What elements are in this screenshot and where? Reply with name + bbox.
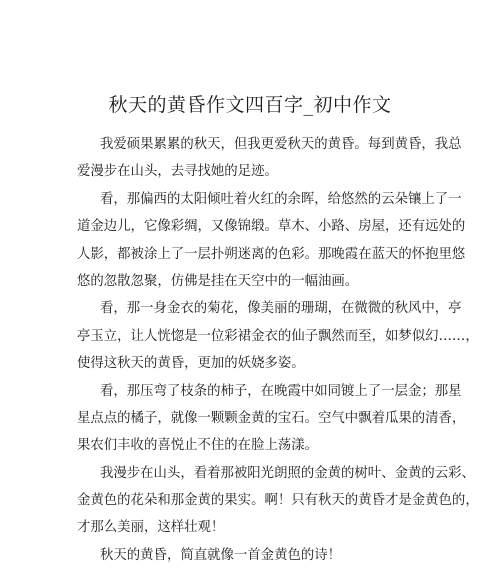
paragraph-line: 使得这秋天的黄昏，更加的妖娆多姿。 xyxy=(77,356,305,372)
paragraph-line: 秋天的黄昏，简直就像一首金黄色的诗！ xyxy=(100,547,342,563)
paragraph-1 xyxy=(77,131,462,186)
paragraph-line: 悠的忽散忽聚，仿佛是挂在天空中的一幅油画。 xyxy=(77,273,359,289)
paragraph-line: 看，那偏西的太阳倾吐着火红的余晖，给悠然的云朵镶上了一 xyxy=(100,191,462,207)
paragraph-line: 人影，都被涂上了一层扑朔迷离的色彩。那晚霞在蓝天的怀抱里悠 xyxy=(77,246,466,262)
paragraph-line: 看，那压弯了枝条的柿子，在晚霞中如同镀上了一层金；那星 xyxy=(100,383,462,399)
paragraph-line: 我爱硕果累累的秋天，但我更爱秋天的黄昏。每到黄昏，我总 xyxy=(100,137,462,152)
document-title: 秋天的黄昏作文四百字_初中作文 xyxy=(108,94,392,116)
paragraph-line: 才那么美丽，这样壮观！ xyxy=(77,520,225,536)
paragraph-line: 道金边儿，它像彩绸，又像锦缎。草木、小路、房屋，还有远处的 xyxy=(77,219,466,235)
document-body xyxy=(77,131,479,569)
paragraph-3 xyxy=(77,295,479,377)
paragraph-line: 金黄色的花朵和那金黄的果实。啊！只有秋天的黄昏才是金黄色的， xyxy=(77,493,479,509)
paragraph-line: 我漫步在山头，看着那被阳光朗照的金黄的树叶、金黄的云彩、 xyxy=(100,465,475,481)
paragraph-line: 亭玉立，让人恍惚是一位彩裙金衣的仙子飘然而至，如梦似幻……， xyxy=(77,328,479,344)
paragraph-6 xyxy=(77,542,437,569)
paragraph-line: 看，那一身金衣的菊花，像美丽的珊瑚，在微微的秋风中，亭 xyxy=(100,301,462,317)
paragraph-line: 果农们丰收的喜悦止不住的在脸上荡漾。 xyxy=(77,438,319,454)
paragraph-line: 爱漫步在山头，去寻找她的足迹。 xyxy=(77,164,278,180)
paragraph-line: 星点点的橘子，就像一颗颗金黄的宝石。空气中飘着瓜果的清香， xyxy=(77,410,466,426)
paragraph-2 xyxy=(77,186,466,296)
paragraph-5 xyxy=(77,460,479,542)
paragraph-4 xyxy=(77,378,466,460)
